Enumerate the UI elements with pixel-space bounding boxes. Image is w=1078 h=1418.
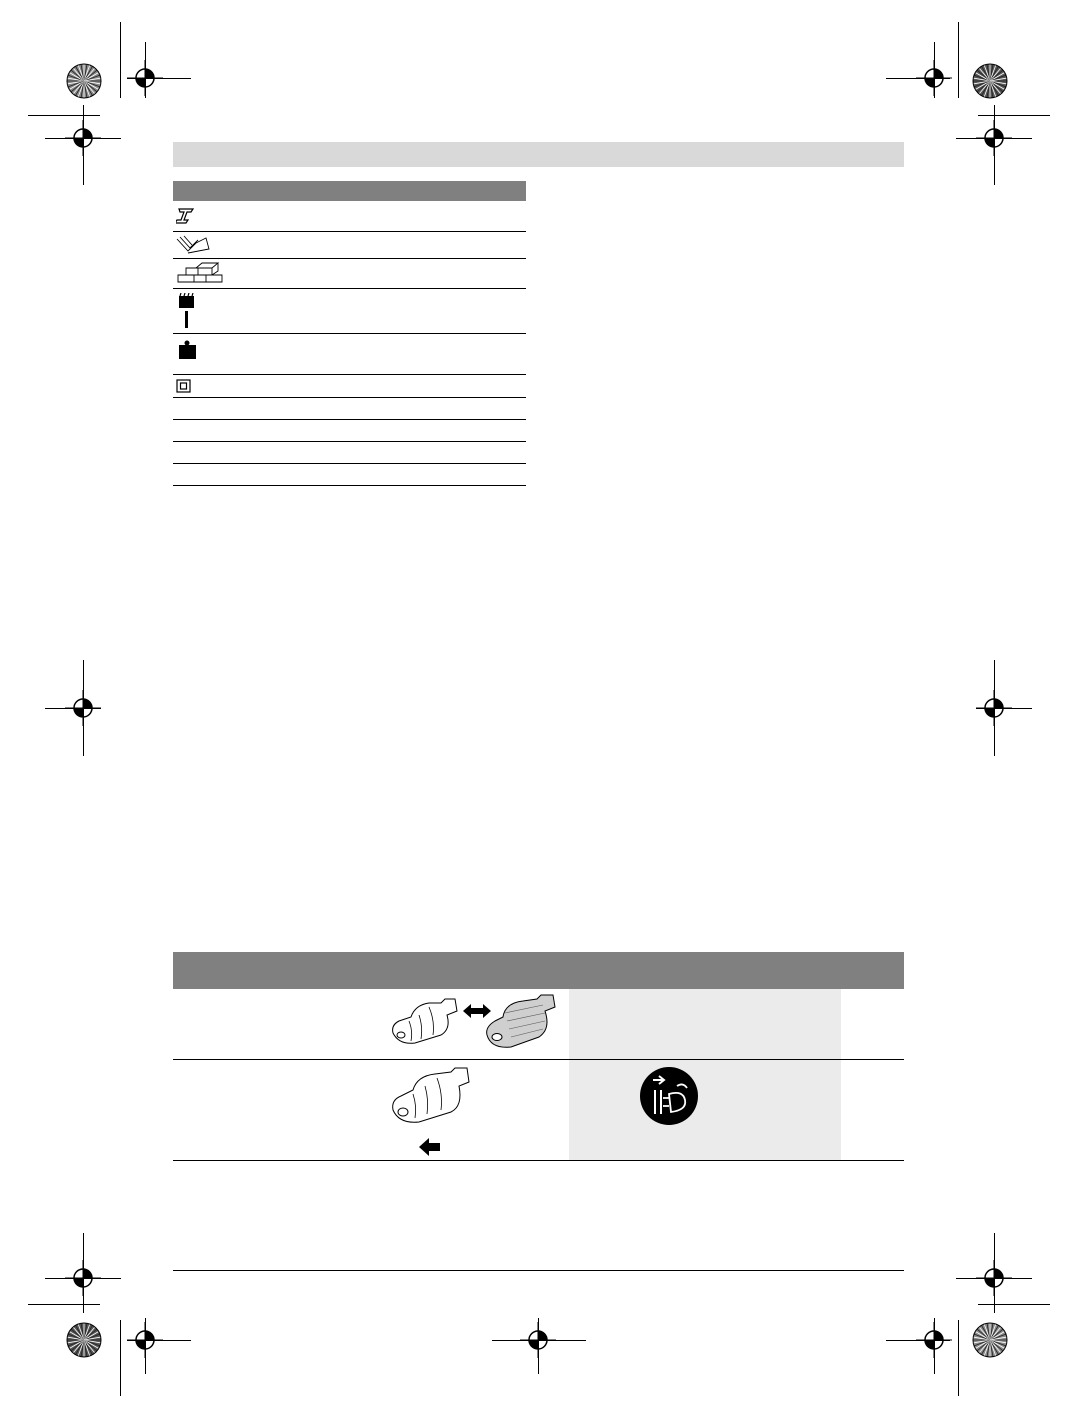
- drill-chuck-icon: [389, 995, 461, 1052]
- registration-target-icon: [65, 120, 101, 156]
- technical-data-table: [173, 181, 526, 486]
- star-target-icon: [972, 63, 1008, 99]
- spec-row: [173, 398, 526, 420]
- plug-power-icon: [176, 293, 196, 336]
- star-target-icon: [972, 1322, 1008, 1358]
- steel-beam-icon: [176, 206, 198, 231]
- registration-target-icon: [127, 60, 163, 96]
- crop-mark: [120, 1320, 121, 1396]
- spec-row-weight: [173, 334, 526, 375]
- star-target-icon: [66, 1322, 102, 1358]
- star-target-icon: [66, 63, 102, 99]
- footer-divider: [173, 1270, 904, 1271]
- registration-target-icon: [916, 1322, 952, 1358]
- crop-mark: [120, 22, 121, 98]
- crop-mark: [978, 1304, 1050, 1305]
- registration-target-icon: [976, 120, 1012, 156]
- registration-target-icon: [916, 60, 952, 96]
- unplug-warning-icon: [639, 1066, 699, 1131]
- spec-table-header: [173, 181, 526, 201]
- registration-target-icon: [65, 690, 101, 726]
- keyless-chuck-icon: [483, 993, 561, 1056]
- drill-chuck-icon: [389, 1064, 479, 1133]
- arrow-left-icon: [419, 1136, 441, 1163]
- spec-row-wood: [173, 232, 526, 259]
- chuck-change-table: [173, 952, 904, 1161]
- registration-target-icon: [127, 1322, 163, 1358]
- chuck-table-header: [173, 952, 904, 989]
- chuck-row-note-cell: [569, 989, 841, 1059]
- crop-mark: [958, 1320, 959, 1396]
- crop-mark: [28, 1304, 100, 1305]
- spec-row: [173, 442, 526, 464]
- registration-target-icon: [976, 690, 1012, 726]
- spec-row: [173, 464, 526, 486]
- registration-target-icon: [520, 1322, 556, 1358]
- protection-class-ii-icon: [176, 379, 192, 398]
- weight-icon: [176, 339, 198, 366]
- registration-target-icon: [976, 1260, 1012, 1296]
- spec-row-masonry: [173, 259, 526, 289]
- chuck-row-swap: [173, 989, 904, 1060]
- masonry-bricks-icon: [176, 262, 224, 289]
- crop-mark: [28, 115, 100, 116]
- page-header-bar: [173, 142, 904, 167]
- spec-row-steel: [173, 201, 526, 232]
- wood-icon: [176, 235, 210, 260]
- spec-row: [173, 420, 526, 442]
- chuck-row-note-cell: [569, 1060, 841, 1160]
- chuck-row-remove: [173, 1060, 904, 1161]
- crop-mark: [958, 22, 959, 98]
- spec-row-protection-class: [173, 375, 526, 398]
- spec-row-power: [173, 289, 526, 334]
- registration-target-icon: [65, 1260, 101, 1296]
- crop-mark: [978, 115, 1050, 116]
